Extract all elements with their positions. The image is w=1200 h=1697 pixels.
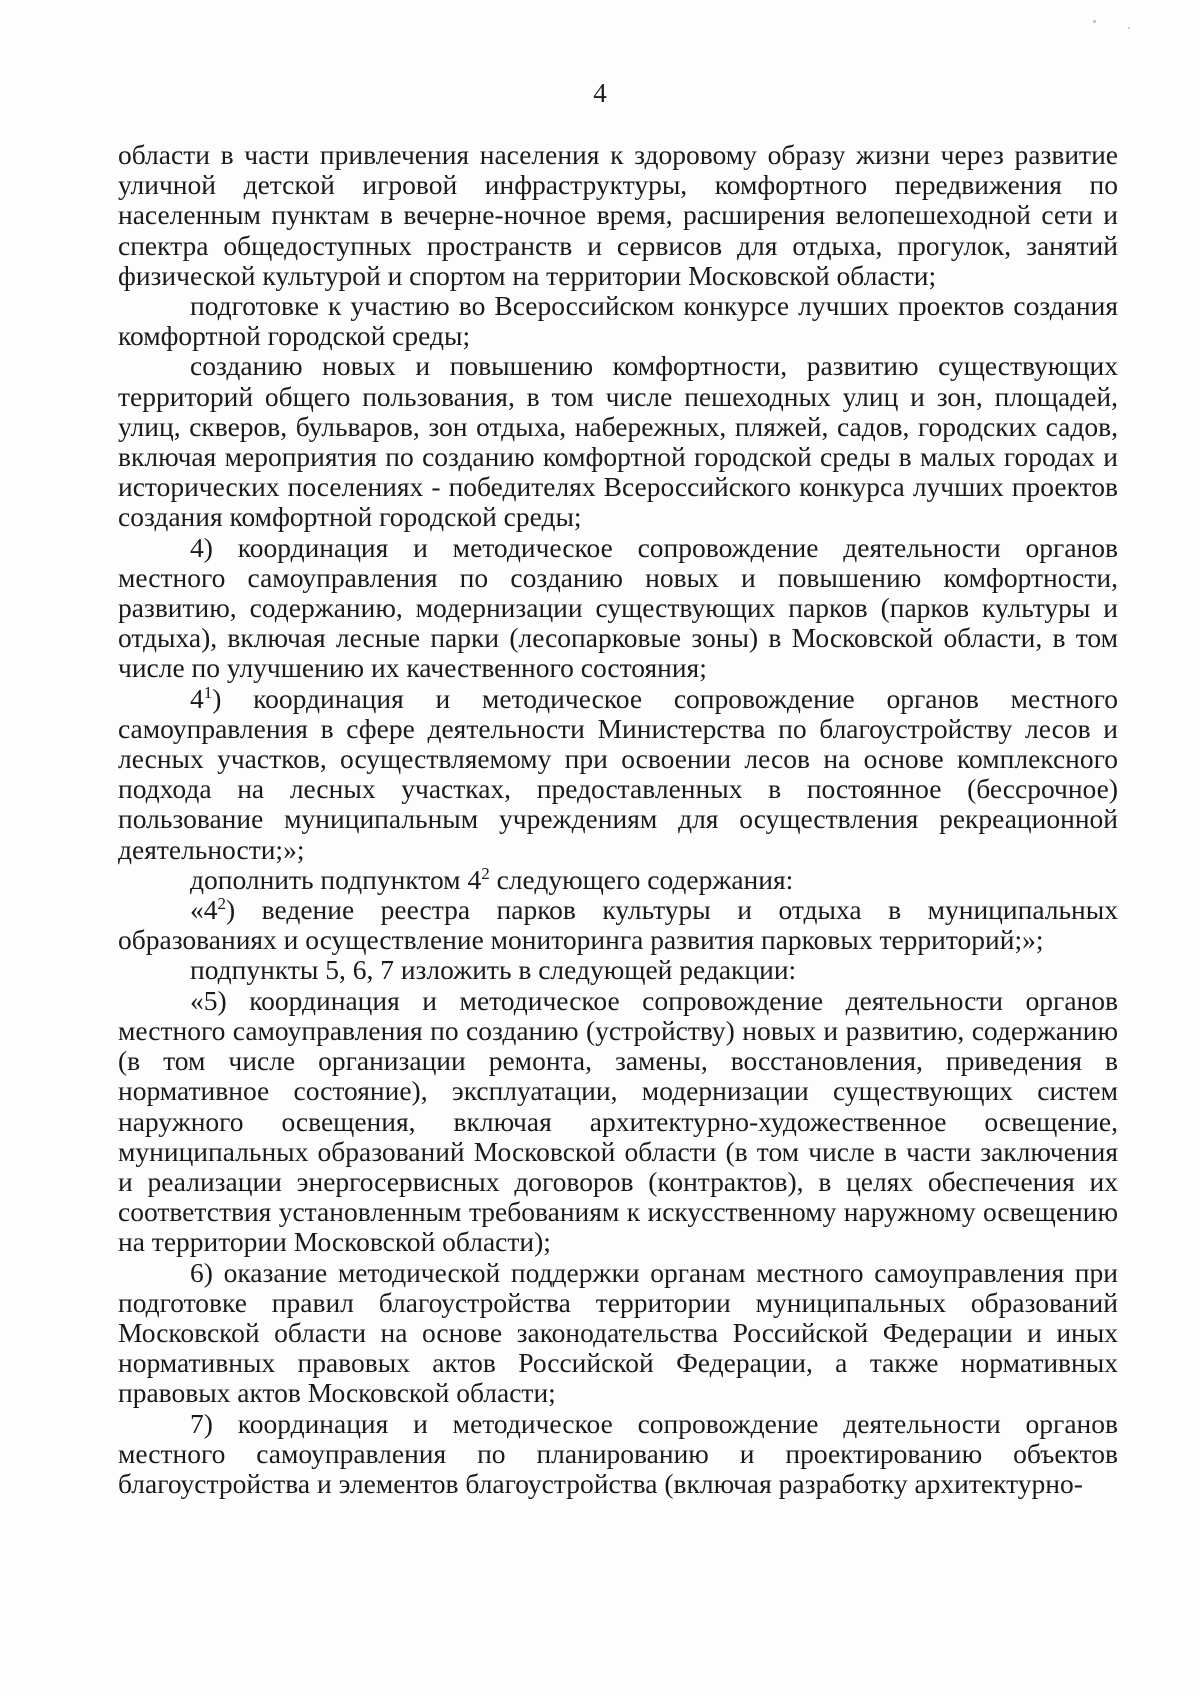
paragraph-text: подпункты 5, 6, 7 изложить в следующей редакции: [190, 954, 797, 986]
paragraph [118, 351, 1118, 532]
paragraph-prefix: «4 [190, 894, 218, 926]
superscript-index: 1 [203, 682, 213, 702]
paragraph-text: 6) оказание методической поддержки органам местного самоуправления при подготовке правил благоустройства территории муниципальных образований Московской области на основе законодательства Российской Федерации и иных нормативных правовых актов Российской Федерации, а также нормативных правовых актов Московской области; [118, 1256, 1118, 1409]
paragraph-text: «5) координация и методическое сопровождение деятельности органов местного самоуправления по созданию (устройству) новых и развитию, содержанию (в том числе организации ремонта, замены, восстановления, приведения в нормативное состояние), эксплуатации, модернизации существующих систем наружного освещения, включая архитектурно-художественное освещение, муниципальных образований Московской области (в том числе в части заключения и реализации энергосервисных договоров (контрактов), в целях обеспечения их соответствия установленным требованиям к искусственному наружному освещению на территории Московской области); [118, 984, 1118, 1258]
paragraph-text: области в части привлечения населения к здоровому образу жизни через развитие уличной детской игровой инфраструктуры, комфортного передвижения по населенным пунктам в вечерне-ночное время, расширения велопешеходной сети и спектра общедоступных пространств и сервисов для отдыха, прогулок, занятий физической культурой и спортом на территории Московской области; [118, 139, 1118, 291]
document-body [118, 140, 1118, 1499]
paragraph [118, 955, 1118, 985]
paragraph [118, 533, 1118, 684]
paragraph [118, 140, 1118, 291]
paragraph [118, 684, 1118, 865]
paragraph [118, 1258, 1118, 1409]
scan-speck [1093, 20, 1096, 23]
page-number: 4 [593, 78, 607, 108]
paragraph [118, 1409, 1118, 1500]
superscript-index: 2 [217, 894, 226, 914]
paragraph-text: 4) координация и методическое сопровождение деятельности органов местного самоуправления по созданию новых и повышению комфортности, развитию, содержанию, модернизации существующих парков (парков культуры и отдыха), включая лесные парки (лесопарковые зоны) в Московской области, в том числе по улучшению их качественного состояния; [118, 531, 1118, 684]
paragraph-text: подготовке к участию во Всероссийском конкурсе лучших проектов создания комфортной городской среды; [118, 290, 1118, 352]
paragraph [118, 895, 1118, 955]
paragraph-prefix: дополнить подпунктом 4 [190, 863, 482, 895]
paragraph [118, 865, 1118, 895]
superscript-index: 2 [481, 863, 490, 883]
scan-speck [1128, 27, 1130, 29]
paragraph-prefix: 4 [190, 682, 204, 714]
paragraph-text: ) координация и методическое сопровождение органов местного самоуправления в сфере деятельности Министерства по благоустройству лесов и лесных участков, осуществляемому при освоении лесов на основе комплексного подхода на лесных участках, предоставленных в постоянное (бессрочное) пользование муниципальным учреждениям для осуществления рекреационной деятельности;»; [118, 682, 1118, 865]
paragraph-text: 7) координация и методическое сопровождение деятельности органов местного самоуправления по планированию и проектированию объектов благоустройства и элементов благоустройства (включая разработку архитектурно- [118, 1407, 1118, 1499]
paragraph-text: ) ведение реестра парков культуры и отдыха в муниципальных образованиях и осуществление мониторинга развития парковых территорий;»; [118, 894, 1118, 956]
paragraph-text: следующего содержания: [489, 863, 794, 895]
paragraph [118, 291, 1118, 351]
paragraph-text: созданию новых и повышению комфортности, развитию существующих территорий общего пользования, в том числе пешеходных улиц и зон, площадей, улиц, скверов, бульваров, зон отдыха, набережных, пляжей, садов, городских садов, включая мероприятия по созданию комфортной городской среды в малых городах и исторических поселениях - победителях Всероссийского конкурса лучших проектов создания комфортной городской среды; [118, 350, 1118, 533]
paragraph [118, 986, 1118, 1258]
